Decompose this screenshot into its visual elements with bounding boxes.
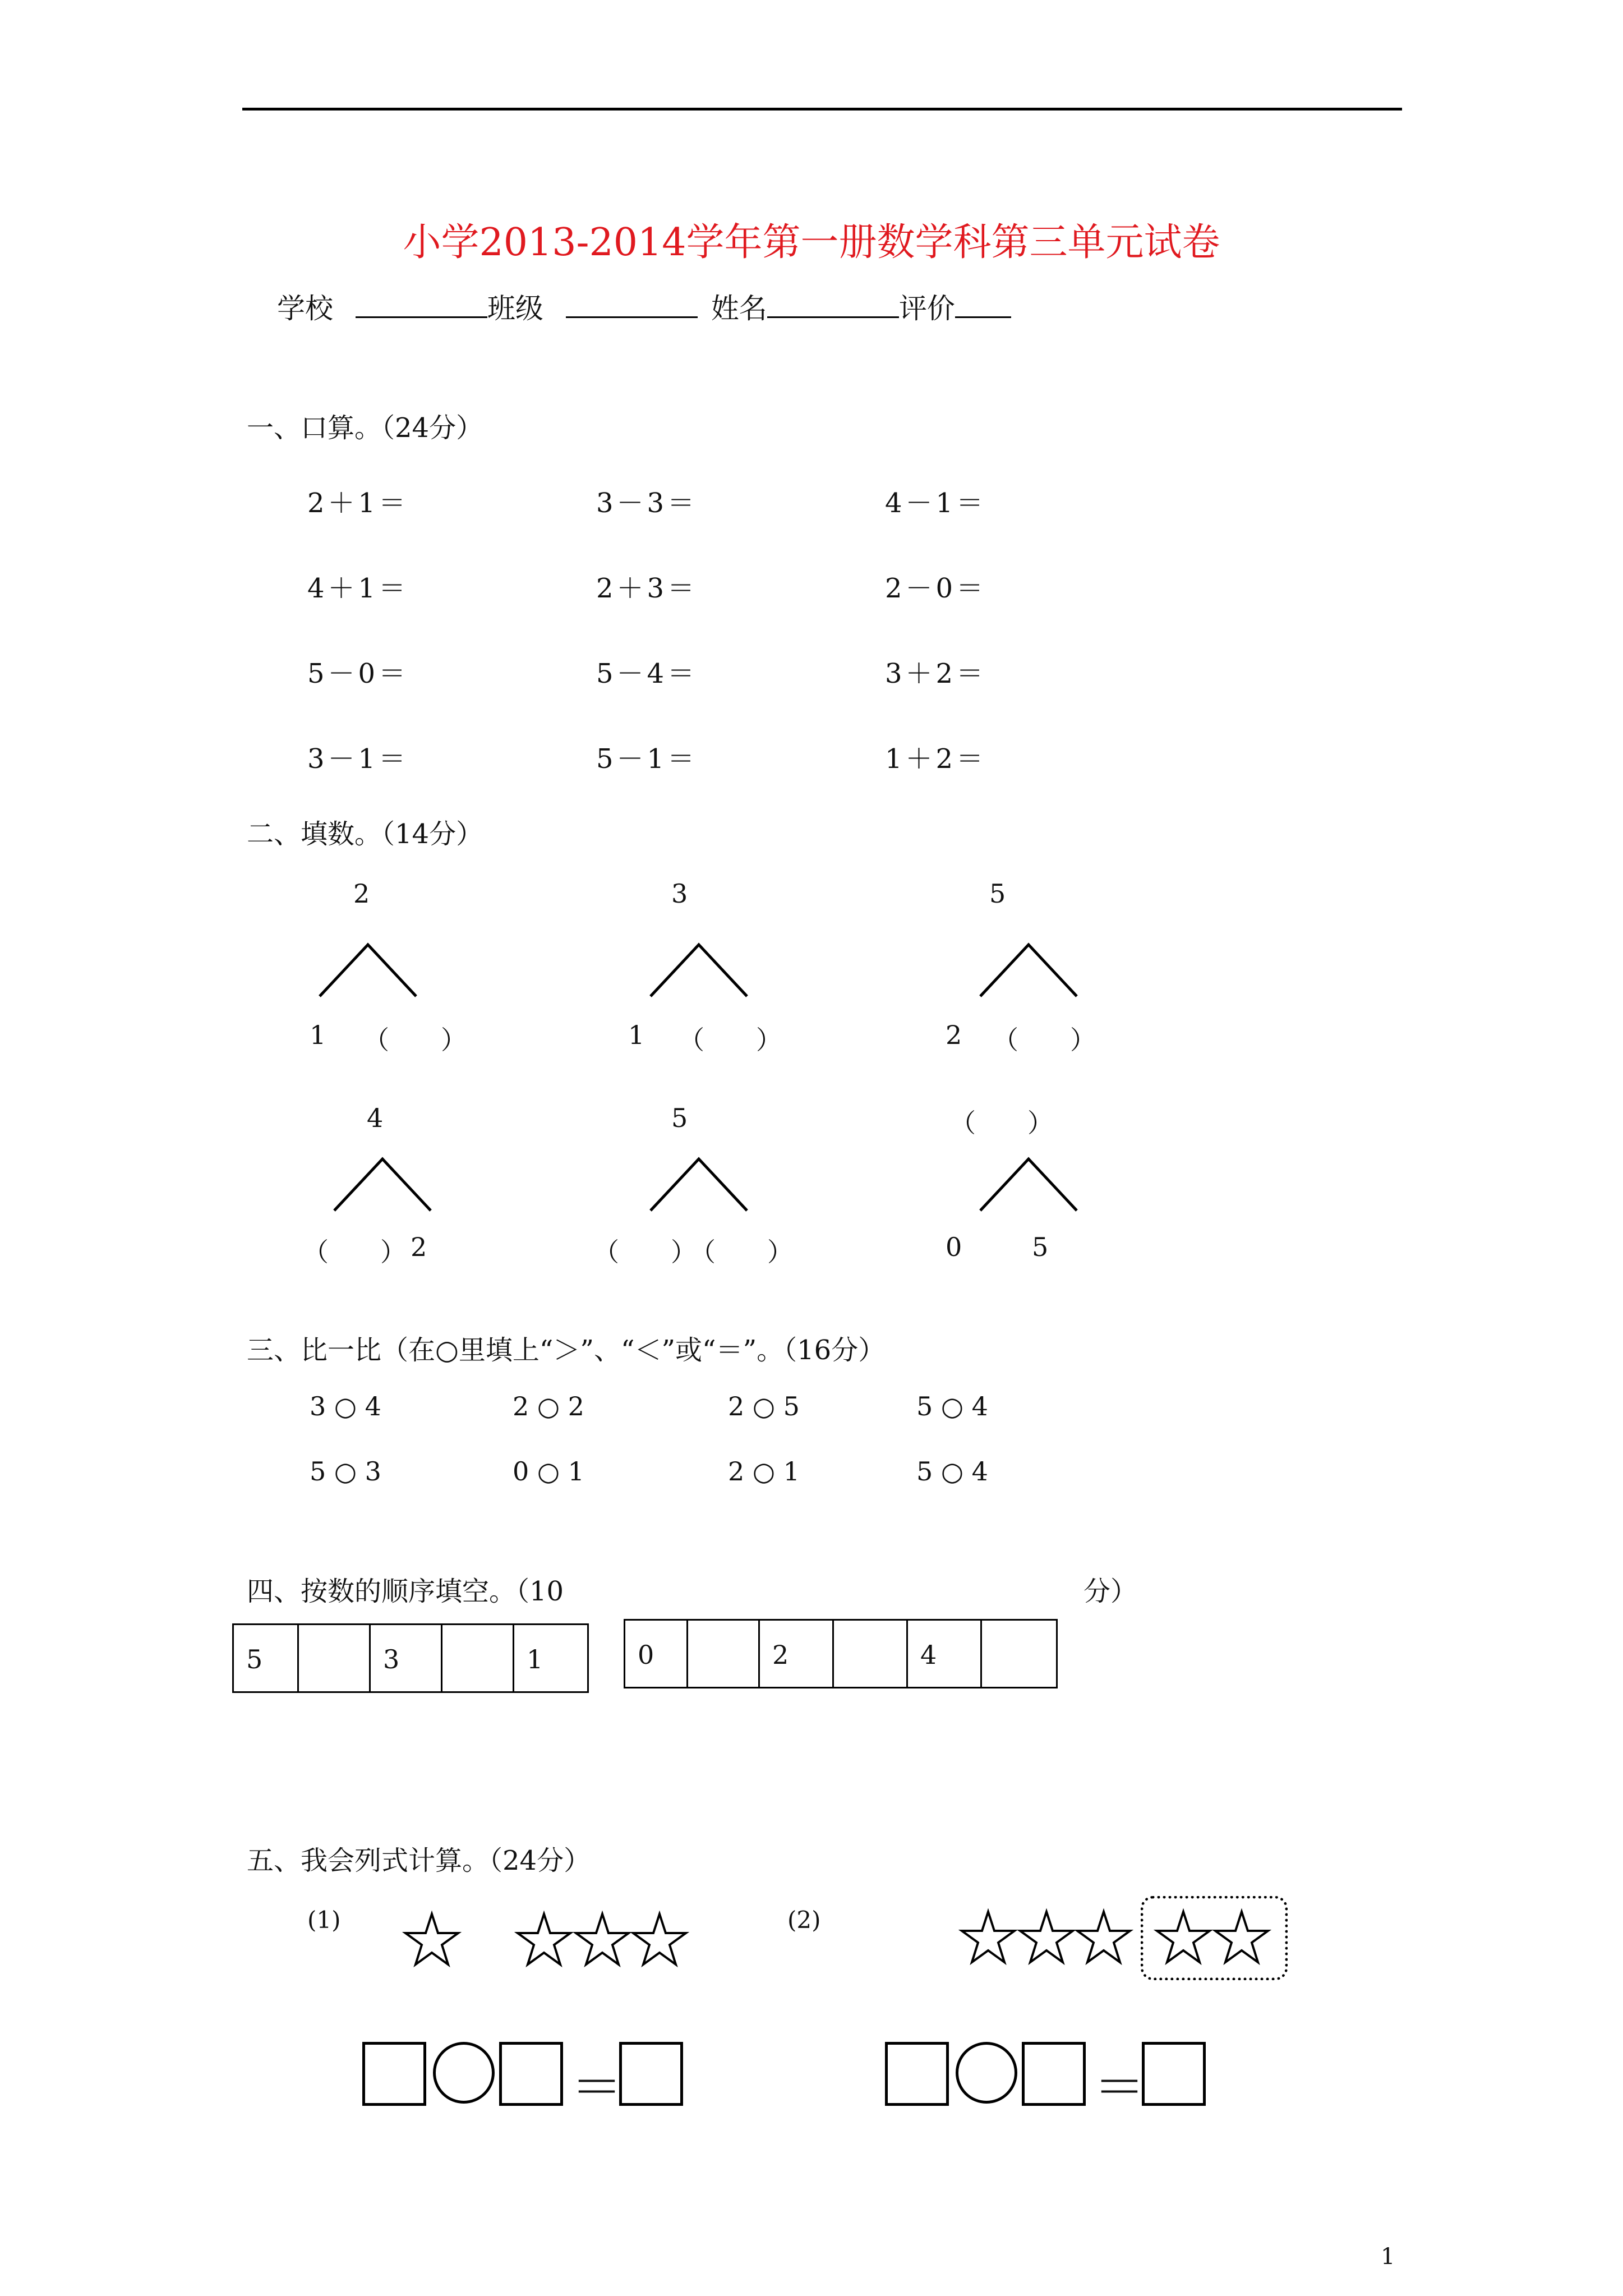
- problem-label-2: (2): [787, 1906, 821, 1934]
- page-title: 小学2013-2014学年第一册数学科第三单元试卷: [403, 220, 1220, 265]
- arith-problem: 2＋3＝: [596, 573, 698, 604]
- rating-label: 评价: [898, 292, 955, 325]
- name-field[interactable]: [767, 288, 899, 318]
- star-icon: [1075, 1910, 1133, 1966]
- tree-left-value: 2: [946, 1020, 962, 1050]
- sequence-cell: 1: [527, 1644, 543, 1674]
- tree-left-value: 1: [628, 1020, 645, 1050]
- name-label: 姓名: [711, 292, 767, 325]
- sequence-cell-blank[interactable]: [834, 1621, 908, 1687]
- class-label: 班级: [487, 292, 543, 325]
- sequence-cell: 0: [625, 1621, 688, 1687]
- tree-right-value: 5: [1032, 1232, 1049, 1262]
- section-2-heading: 二、填数。（14分）: [247, 818, 483, 850]
- compare-item[interactable]: 3 ○ 4: [310, 1391, 381, 1421]
- arith-problem: 2－0＝: [885, 573, 987, 604]
- header-rule: [242, 108, 1402, 111]
- tree-top-number[interactable]: （ ）: [950, 1108, 1053, 1138]
- arith-problem: 4＋1＝: [307, 573, 409, 604]
- split-peak: [649, 1157, 748, 1213]
- arith-problem: 5－1＝: [596, 743, 698, 775]
- school-label: 学校: [277, 292, 333, 325]
- section-5-heading: 五、我会列式计算。（24分）: [247, 1845, 591, 1876]
- compare-item[interactable]: 2 ○ 1: [728, 1456, 800, 1487]
- section-4-heading-tail: 分）: [1083, 1576, 1138, 1607]
- operator-circle[interactable]: [433, 2042, 495, 2104]
- tree-left-value: 0: [946, 1232, 962, 1262]
- problem-label-1: (1): [307, 1906, 341, 1934]
- sequence-cell: 3: [371, 1625, 442, 1691]
- equals-sign: ＝: [1094, 2058, 1146, 2118]
- arith-problem: 2＋1＝: [307, 487, 409, 519]
- arith-problem: 4－1＝: [885, 487, 987, 519]
- star-icon: [1017, 1910, 1076, 1966]
- tree-top-number: 3: [671, 878, 688, 909]
- operator-circle[interactable]: [956, 2042, 1017, 2104]
- school-field[interactable]: [356, 288, 487, 318]
- tree-right-value[interactable]: （ ）: [363, 1025, 467, 1055]
- tree-top-number: 5: [671, 1103, 688, 1133]
- sequence-cell-blank[interactable]: [299, 1625, 371, 1691]
- arith-problem: 3－1＝: [307, 743, 409, 775]
- tree-left-value[interactable]: （ ）: [303, 1237, 406, 1267]
- star-icon: [630, 1912, 689, 1968]
- equals-sign: ＝: [571, 2058, 623, 2118]
- sequence-box-a: [232, 1623, 589, 1693]
- section-3-heading: 三、比一比（在○里填上“＞”、“＜”或“＝”。（16分）: [247, 1335, 886, 1366]
- arith-problem: 3＋2＝: [885, 658, 987, 689]
- rating-field[interactable]: [955, 288, 1011, 318]
- sequence-cell: 5: [234, 1625, 299, 1691]
- answer-box[interactable]: [1022, 2042, 1086, 2106]
- star-icon: [1212, 1910, 1271, 1966]
- sequence-cell: 4: [908, 1621, 982, 1687]
- split-peak: [649, 942, 748, 999]
- compare-item[interactable]: 0 ○ 1: [513, 1456, 584, 1487]
- star-icon: [515, 1912, 573, 1968]
- split-peak: [979, 1157, 1078, 1213]
- sequence-cell-blank[interactable]: [688, 1621, 760, 1687]
- sequence-box-b: [624, 1619, 1058, 1688]
- tree-top-number: 4: [367, 1103, 384, 1133]
- class-field[interactable]: [566, 288, 698, 318]
- tree-left-value: 1: [310, 1020, 326, 1050]
- tree-top-number: 5: [989, 878, 1006, 909]
- compare-item[interactable]: 5 ○ 4: [916, 1456, 988, 1487]
- section-1-heading: 一、口算。（24分）: [247, 412, 483, 444]
- answer-box[interactable]: [499, 2042, 563, 2106]
- tree-right-value: 2: [411, 1232, 427, 1262]
- star-icon: [959, 1910, 1017, 1966]
- sequence-cell-blank[interactable]: [982, 1621, 1056, 1687]
- split-peak: [979, 942, 1078, 999]
- arith-problem: 3－3＝: [596, 487, 698, 519]
- answer-box[interactable]: [885, 2042, 949, 2106]
- answer-box[interactable]: [362, 2042, 426, 2106]
- tree-top-number: 2: [353, 878, 370, 909]
- arith-problem: 5－0＝: [307, 658, 409, 689]
- answer-box[interactable]: [619, 2042, 683, 2106]
- tree-left-value[interactable]: （ ）: [593, 1237, 697, 1267]
- star-icon: [573, 1912, 631, 1968]
- star-icon: [403, 1912, 461, 1968]
- answer-box[interactable]: [1142, 2042, 1206, 2106]
- split-peak: [319, 942, 417, 999]
- compare-item[interactable]: 5 ○ 3: [310, 1456, 381, 1487]
- compare-item[interactable]: 2 ○ 5: [728, 1391, 800, 1421]
- tree-right-value[interactable]: （ ）: [993, 1025, 1096, 1055]
- sequence-cell-blank[interactable]: [442, 1625, 514, 1691]
- split-peak: [333, 1157, 432, 1213]
- compare-item[interactable]: 5 ○ 4: [916, 1391, 988, 1421]
- compare-item[interactable]: 2 ○ 2: [513, 1391, 584, 1421]
- sequence-cell: 2: [760, 1621, 834, 1687]
- arith-problem: 5－4＝: [596, 658, 698, 689]
- student-info-line: [277, 286, 1011, 326]
- section-4-heading: 四、按数的顺序填空。（10: [247, 1576, 564, 1607]
- tree-right-value[interactable]: （ ）: [690, 1237, 793, 1267]
- star-icon: [1154, 1910, 1212, 1966]
- tree-right-value[interactable]: （ ）: [679, 1025, 782, 1055]
- page-number: 1: [1381, 2244, 1395, 2270]
- arith-problem: 1＋2＝: [885, 743, 987, 775]
